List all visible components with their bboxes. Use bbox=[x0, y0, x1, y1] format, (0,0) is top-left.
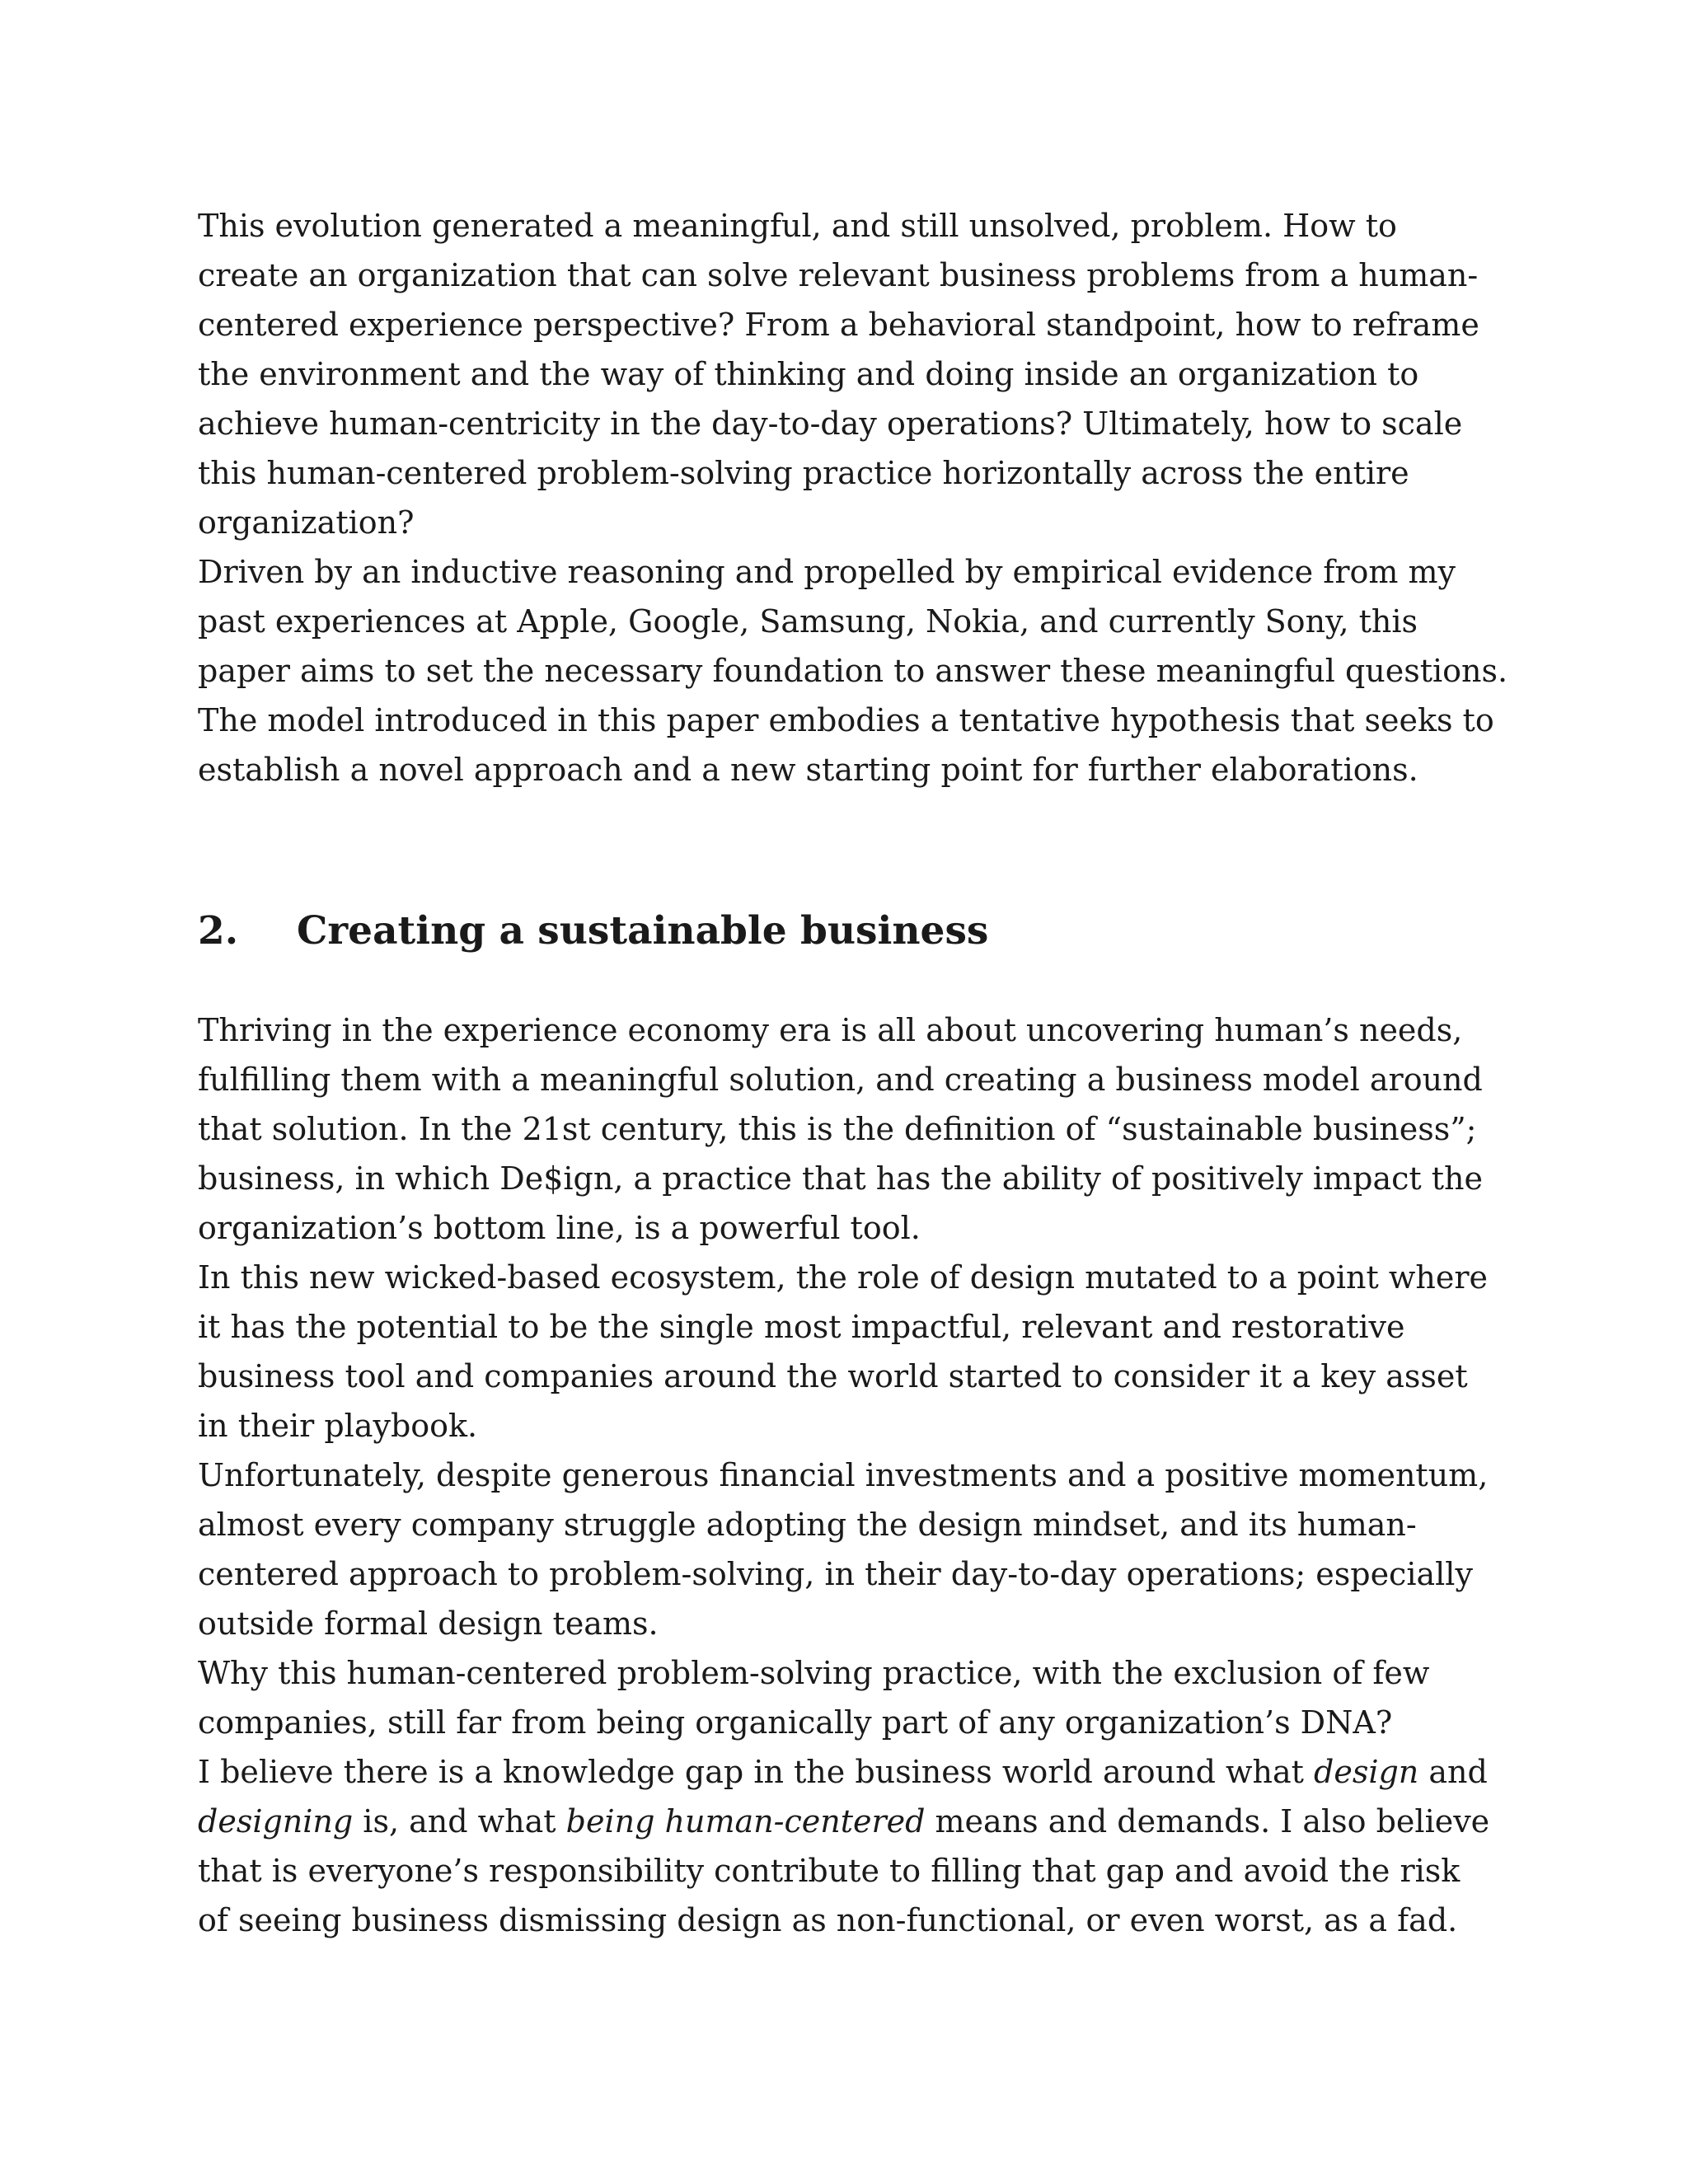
text-run: I believe there is a knowledge gap in the business world around what bbox=[198, 1754, 1315, 1790]
text-line: paper aims to set the necessary foundation to answer these meaningful questions. bbox=[198, 653, 1508, 689]
text-line: in their playbook. bbox=[198, 1408, 478, 1444]
section-paragraph-1 bbox=[198, 1005, 1517, 1253]
text-line: past experiences at Apple, Google, Samsung, Nokia, and currently Sony, this bbox=[198, 603, 1418, 640]
text-line: fulfilling them with a meaningful solution, and creating a business model around bbox=[198, 1062, 1483, 1098]
intro-paragraph-2 bbox=[198, 547, 1517, 794]
text-line: business, in which De$ign, a practice that has the ability of positively impact the bbox=[198, 1160, 1483, 1197]
section-paragraph-3 bbox=[198, 1451, 1517, 1648]
section-paragraph-2 bbox=[198, 1253, 1517, 1451]
text-line: of seeing business dismissing design as non-functional, or even worst, as a fad. bbox=[198, 1902, 1458, 1938]
emphasis-text: design bbox=[1314, 1754, 1419, 1790]
text-line: Why this human-centered problem-solving practice, with the exclusion of few bbox=[198, 1655, 1430, 1691]
section-number: 2. bbox=[198, 908, 239, 954]
text-line: this human-centered problem-solving practice horizontally across the entire bbox=[198, 455, 1409, 491]
text-line: centered experience perspective? From a behavioral standpoint, how to reframe bbox=[198, 307, 1479, 343]
text-line: This evolution generated a meaningful, and still unsolved, problem. How to bbox=[198, 208, 1397, 244]
text-line: that is everyone’s responsibility contribute to filling that gap and avoid the risk bbox=[198, 1853, 1461, 1889]
text-line: In this new wicked-based ecosystem, the role of design mutated to a point where bbox=[198, 1259, 1489, 1296]
text-line: outside formal design teams. bbox=[198, 1605, 659, 1642]
section-paragraph-4 bbox=[198, 1648, 1517, 1747]
text-line: almost every company struggle adopting the design mindset, and its human- bbox=[198, 1507, 1417, 1543]
text-run: is, and what bbox=[353, 1803, 566, 1840]
text-line: The model introduced in this paper embodies a tentative hypothesis that seeks to bbox=[198, 702, 1494, 738]
text-run: and bbox=[1418, 1754, 1488, 1790]
text-line: Thriving in the experience economy era is all about uncovering human’s needs, bbox=[198, 1012, 1463, 1048]
text-line: organization’s bottom line, is a powerful tool. bbox=[198, 1210, 921, 1246]
text-line bbox=[198, 1797, 1517, 1846]
intro-paragraph-1 bbox=[198, 201, 1517, 547]
emphasis-text: being human-centered bbox=[565, 1803, 926, 1840]
section-heading bbox=[198, 905, 988, 958]
emphasis-text: designing bbox=[198, 1803, 354, 1840]
text-line: establish a novel approach and a new starting point for further elaborations. bbox=[198, 752, 1418, 788]
text-line: Driven by an inductive reasoning and propelled by empirical evidence from my bbox=[198, 554, 1456, 590]
text-line bbox=[198, 1747, 1517, 1797]
text-line: achieve human-centricity in the day-to-day operations? Ultimately, how to scale bbox=[198, 405, 1463, 442]
text-line: Unfortunately, despite generous financial investments and a positive momentum, bbox=[198, 1457, 1489, 1493]
text-run: means and demands. I also believe bbox=[925, 1803, 1490, 1840]
text-line: the environment and the way of thinking and doing inside an organization to bbox=[198, 356, 1419, 392]
text-line: organization? bbox=[198, 504, 415, 541]
text-line: that solution. In the 21st century, this is the definition of “sustainable business”; bbox=[198, 1111, 1477, 1147]
section-paragraph-5 bbox=[198, 1747, 1517, 1945]
text-line: business tool and companies around the world started to consider it a key asset bbox=[198, 1358, 1468, 1394]
text-line: companies, still far from being organically part of any organization’s DNA? bbox=[198, 1704, 1393, 1741]
text-line: create an organization that can solve relevant business problems from a human- bbox=[198, 257, 1479, 293]
section-title: Creating a sustainable business bbox=[297, 908, 989, 954]
text-line: it has the potential to be the single most impactful, relevant and restorative bbox=[198, 1309, 1405, 1345]
text-line: centered approach to problem-solving, in their day-to-day operations; especially bbox=[198, 1556, 1473, 1592]
